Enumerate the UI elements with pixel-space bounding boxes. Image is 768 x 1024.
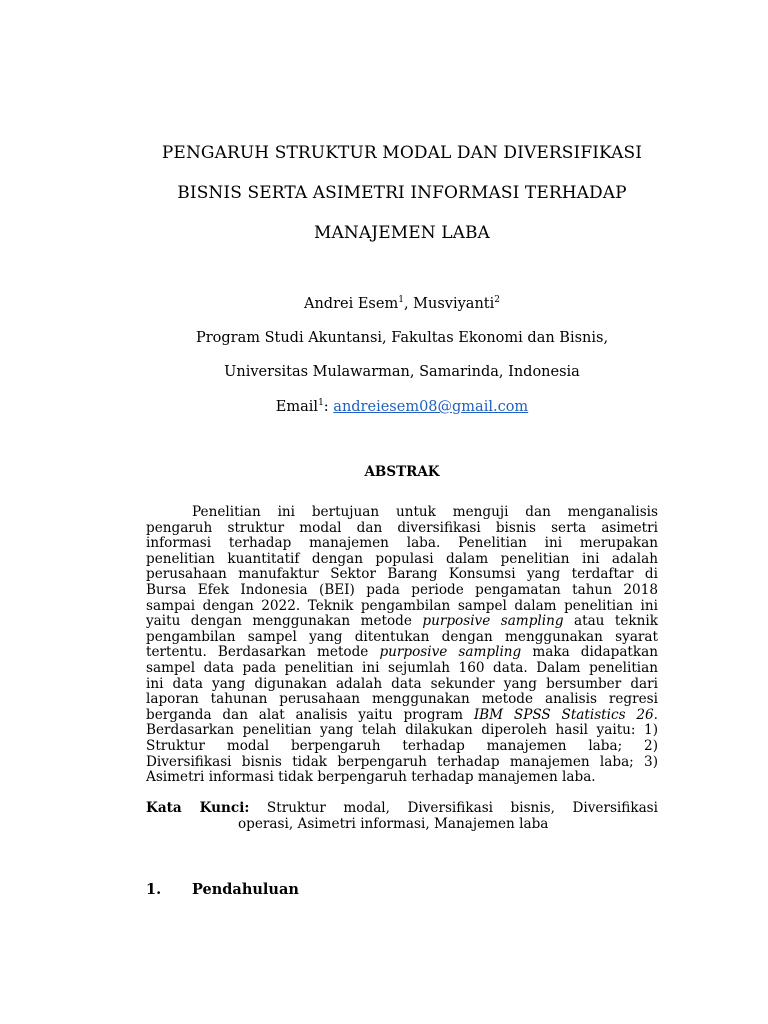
abstract-text: maka didapatkan — [521, 644, 658, 661]
title-line: BISNIS SERTA ASIMETRI INFORMASI TERHADAP — [177, 183, 627, 203]
abstract-line — [146, 645, 658, 661]
section-heading — [146, 881, 299, 898]
abstract-line: Bursa Efek Indonesia (BEI) pada periode pengamatan tahun 2018 — [146, 581, 658, 598]
abstract-heading: ABSTRAK — [364, 464, 440, 480]
email-link[interactable]: andreiesem08@gmail.com — [333, 399, 529, 415]
abstract-line: pengaruh struktur modal dan diversifikasi bisnis serta asimetri — [146, 519, 658, 536]
abstract-italic-term: IBM SPSS Statistics 26 — [473, 706, 654, 723]
author-affiliation-mark: 1 — [398, 295, 404, 305]
keywords-text: Struktur modal, Diversifikasi bisnis, Diversifikasi — [249, 800, 658, 816]
abstract-line: pengambilan sampel yang ditentukan dengan menggunakan syarat — [146, 628, 658, 645]
author-name: Musviyanti — [413, 296, 495, 312]
paper-title — [130, 133, 674, 253]
abstract-line: sampai dengan 2022. Teknik pengambilan sampel dalam penelitian ini — [146, 597, 658, 614]
keywords-label-colon: : — [244, 800, 250, 816]
author-separator: , — [403, 296, 414, 312]
author-line — [100, 294, 704, 314]
abstract-line: laporan tahunan perusahaan menggunakan metode analisis regresi — [146, 691, 658, 708]
author-affiliation-mark: 2 — [494, 295, 500, 305]
abstract-text: atau teknik — [563, 613, 658, 630]
abstract-text: yaitu dengan menggunakan metode — [146, 613, 423, 630]
abstract-line — [146, 708, 658, 724]
abstract-line: Diversifikasi bisnis tidak berpengaruh terhadap manajemen laba; 3) — [146, 753, 658, 770]
keywords-text: operasi, Asimetri informasi, Manajemen laba — [238, 816, 549, 832]
email-colon: : — [323, 399, 334, 415]
affiliation-line: Program Studi Akuntansi, Fakultas Ekonomi dan Bisnis, — [195, 330, 609, 346]
abstract-line: Struktur modal berpengaruh terhadap manajemen laba; 2) — [146, 737, 658, 754]
email-line — [100, 397, 704, 417]
abstract-line: informasi terhadap manajemen laba. Penelitian ini merupakan — [146, 535, 658, 552]
abstract-line: sampel data pada penelitian ini sejumlah 160 data. Dalam penelitian — [146, 659, 658, 676]
abstract-italic-term: purposive sampling — [422, 613, 564, 630]
abstract-line: perusahaan manufaktur Sektor Barang Konsumsi yang terdaftar di — [146, 566, 658, 583]
affiliation-line: Universitas Mulawarman, Samarinda, Indonesia — [224, 364, 580, 380]
abstract-line: ini data yang digunakan adalah data sekunder yang bersumber dari — [146, 675, 658, 692]
keywords-label — [146, 800, 249, 816]
section-number: 1. — [146, 881, 162, 898]
keywords-line — [146, 800, 658, 816]
keywords-label-text: Kata Kunci — [146, 800, 245, 816]
section-title: Pendahuluan — [192, 881, 299, 898]
abstract-text: . — [653, 706, 658, 723]
abstract-body — [146, 505, 658, 786]
abstract-line: penelitian kuantitatif dengan populasi dalam penelitian ini adalah — [146, 550, 658, 567]
email-label: Email — [275, 399, 319, 415]
email-affiliation-mark: 1 — [318, 398, 324, 408]
title-line: PENGARUH STRUKTUR MODAL DAN DIVERSIFIKASI — [161, 143, 643, 163]
abstract-italic-term: purposive sampling — [379, 644, 522, 661]
abstract-text: berganda dan alat analisis yaitu program — [146, 706, 474, 723]
abstract-line: Penelitian ini bertujuan untuk menguji dan menganalisis — [192, 504, 658, 520]
abstract-text: tertentu. Berdasarkan metode — [146, 644, 380, 661]
abstract-line — [146, 614, 658, 630]
abstract-line: Asimetri informasi tidak berpengaruh terhadap manajemen laba. — [146, 769, 596, 786]
title-line: MANAJEMEN LABA — [314, 223, 490, 243]
keywords — [146, 800, 658, 832]
author-name: Andrei Esem — [303, 296, 399, 312]
abstract-line: Berdasarkan penelitian yang telah dilakukan diperoleh hasil yaitu: 1) — [146, 722, 658, 739]
